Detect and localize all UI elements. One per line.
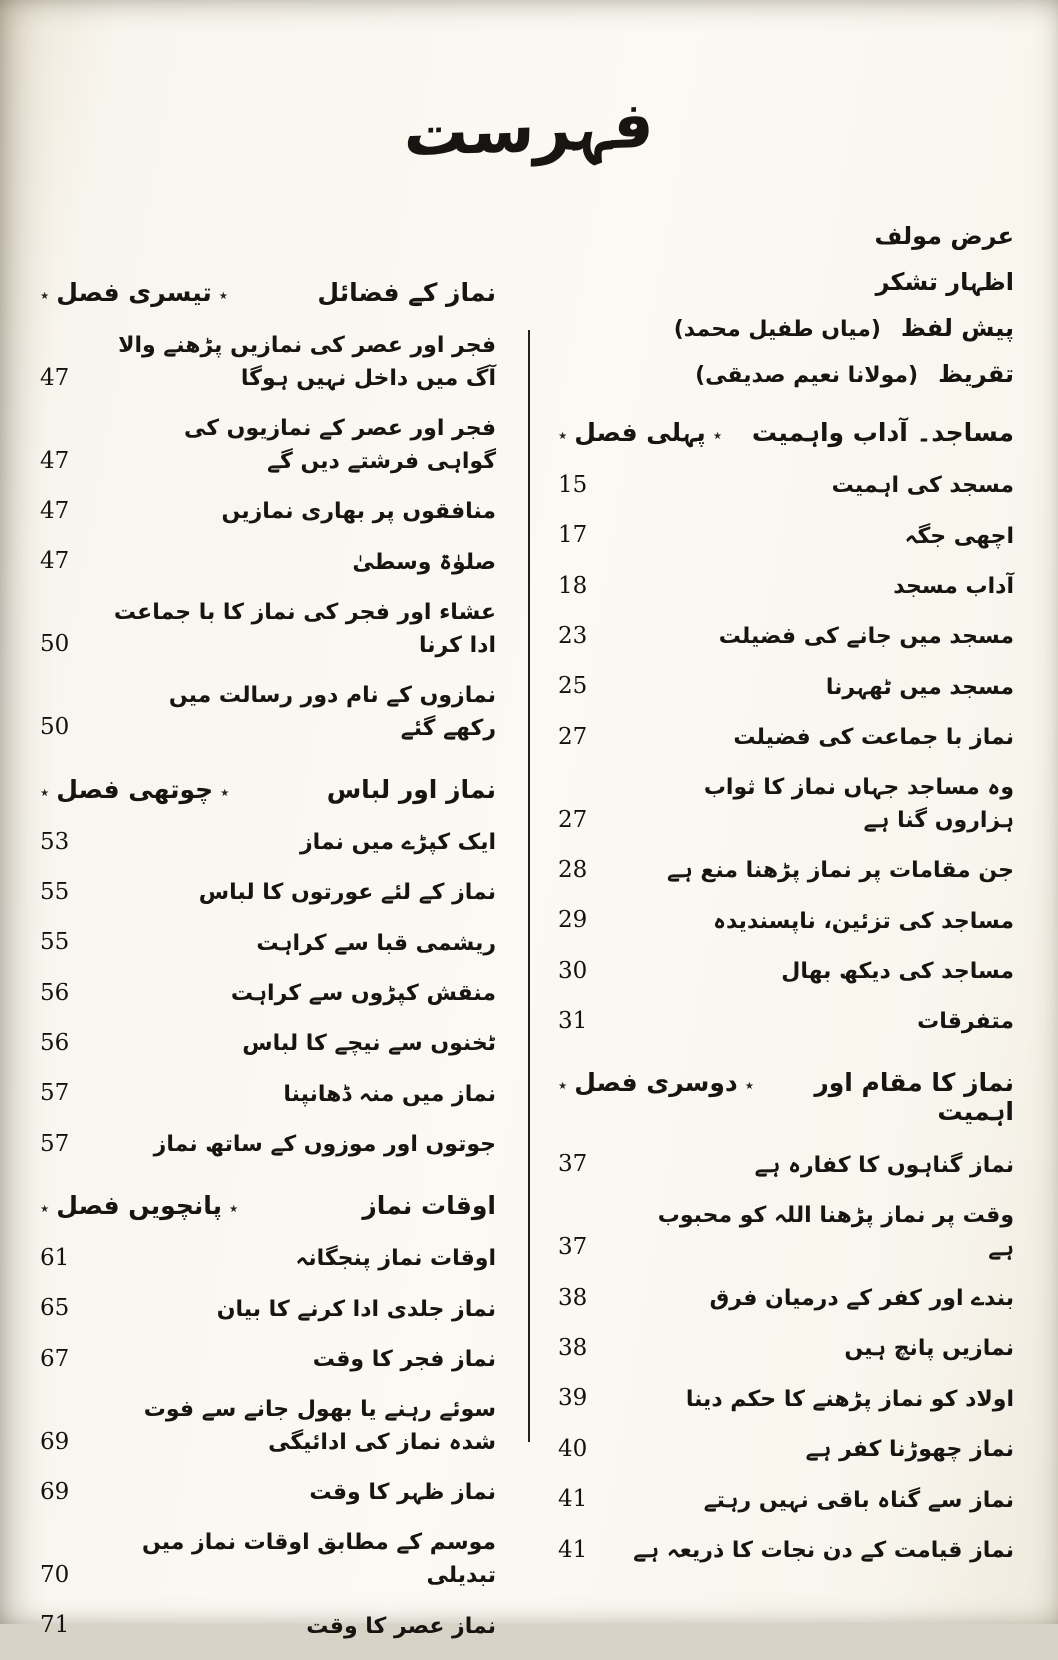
entry-title: نماز چھوڑنا کفر ہے [805,1437,1014,1463]
chapter-name: دوسری فصل [574,1068,738,1098]
toc-entry [40,977,496,1010]
toc-entry [558,570,1014,603]
entry-title: نماز قیامت کے دن نجات کا ذریعہ ہے [633,1537,1014,1563]
toc-entry [40,1609,496,1642]
front-matter-item [558,314,1014,342]
entry-title: نمازیں پانچ ہیں [844,1336,1014,1362]
entry-title: وہ مساجد جہاں نماز کا ثواب ہزاروں گنا ہے [703,775,1014,834]
toc-entry [558,1382,1014,1415]
toc-entry [40,329,496,395]
entry-title: جوتوں اور موزوں کے ساتھ نماز [153,1132,496,1158]
chapter-name: تیسری فصل [56,278,212,307]
page-number: 47 [40,548,70,575]
page-number: 67 [40,1345,70,1372]
right-column-sections [558,418,1014,1567]
page-number: 56 [40,1030,70,1057]
entry-title: فجر اور عصر کے نمازیوں کی گواہی فرشتے دیں گے [183,416,496,474]
section-title: نماز کا مقام اور اہمیت [814,1068,1014,1127]
entry-title: نماز میں منہ ڈھانپنا [283,1081,496,1107]
page-number: 55 [40,929,70,956]
front-matter-label: پیش لفظ [900,314,1014,342]
toc-entry [558,1483,1014,1516]
page-number: 69 [40,1428,70,1455]
entry-title: نمازوں کے نام دور رسالت میں رکھے گئے [168,682,496,741]
toc-section [40,1191,496,1643]
entry-title: نماز فجر کا وقت [312,1347,496,1373]
floral-ornament-icon: ٭ [229,1199,239,1220]
toc-entry [558,670,1014,703]
page-number: 30 [558,957,588,984]
section-title: نماز اور لباس [326,774,496,804]
toc-entry [40,1393,496,1459]
floral-ornament-icon: ٭ [40,286,50,306]
page-number: 53 [40,828,70,855]
toc-entry [558,854,1014,887]
toc-entry [40,1343,496,1376]
toc-entry [558,771,1014,837]
entry-title: اوقات نماز پنجگانہ [295,1246,496,1272]
page-number: 57 [40,1080,70,1107]
floral-ornament-icon: ٭ [558,1076,568,1097]
toc-entry [40,1242,496,1275]
toc-entry [40,1077,496,1110]
toc-entry [40,1128,496,1161]
toc-entry [40,1476,496,1509]
entry-title: متفرقات [917,1009,1014,1035]
page-number: 37 [558,1151,588,1178]
front-matter-label: اظہار تشکر [875,268,1014,296]
front-matter-note: (مولانا نعیم صدیقی) [695,363,919,388]
toc-section [558,1068,1014,1566]
entry-title: نماز کے لئے عورتوں کا لباس [198,880,496,906]
entry-title: فجر اور عصر کی نمازیں پڑھنے والا آگ میں داخل نہیں ہوگا [118,333,496,391]
entry-title: مسجد کی اہمیت [831,473,1014,499]
floral-ornament-icon: ٭ [218,286,229,306]
chapter-label [40,775,229,804]
toc-entry [558,1534,1014,1567]
page-number: 50 [40,631,70,658]
toc-entry [558,1282,1014,1315]
page-number: 18 [558,572,588,599]
toc-column-left [40,222,496,1660]
toc-entry [40,679,496,745]
page-number: 40 [558,1435,588,1462]
entry-title: صلوٰۃ وسطیٰ [352,549,496,575]
section-title: اوقات نماز [362,1191,496,1221]
entry-title: عشاء اور فجر کی نماز کا با جماعت ادا کرنا [113,599,496,658]
entry-title: نماز با جماعت کی فضیلت [733,725,1014,751]
page-number: 69 [40,1479,70,1506]
page-number: 70 [40,1562,70,1589]
toc-section [558,418,1014,1038]
title-area [0,0,1058,188]
page-number: 27 [558,806,588,833]
page-number: 27 [558,723,588,750]
chapter-label [558,418,722,447]
toc-entry [40,1292,496,1325]
section-title: مساجد۔ آداب واہمیت [751,418,1014,447]
floral-ornament-icon: ٭ [220,782,230,803]
front-matter-label: عرض مولف [874,222,1014,250]
page-title: فہرست [402,88,656,172]
floral-ornament-icon: ٭ [40,782,50,803]
page-number: 41 [558,1486,588,1513]
toc-entry [40,926,496,959]
page-number: 23 [558,623,588,650]
chapter-name: پانچویں فصل [56,1191,223,1221]
front-matter-list [558,222,1014,388]
chapter-name: پہلی فصل [574,418,706,447]
page-number: 47 [40,498,70,524]
page-number: 31 [558,1008,588,1035]
page-number: 47 [40,447,70,474]
floral-ornament-icon: ٭ [40,1199,50,1220]
toc-entry [558,620,1014,653]
entry-title: جن مقامات پر نماز پڑھنا منع ہے [666,858,1014,884]
front-matter-label: تقریظ [938,360,1014,388]
entry-title: نماز گناہوں کا کفارہ ہے [754,1152,1014,1178]
page-number: 47 [40,364,70,391]
front-matter-item [558,360,1014,388]
chapter-label [40,278,228,307]
entry-title: سوئے رہنے یا بھول جانے سے فوت شدہ نماز کی ادائیگی [143,1397,496,1456]
section-heading [40,1191,496,1220]
toc-entry [40,545,496,578]
section-heading [40,775,496,804]
chapter-name: چوتھی فصل [56,774,214,804]
page-number: 29 [558,907,588,934]
toc-entry [558,1005,1014,1038]
front-matter-item [558,268,1014,296]
section-heading [40,278,496,307]
entry-title: مساجد کی دیکھ بھال [781,959,1014,985]
toc-entry [558,469,1014,502]
toc-entry [40,1526,496,1592]
section-entries [40,329,496,745]
toc-entry [40,826,496,859]
page-number: 28 [558,857,588,884]
entry-title: مسجد میں جانے کی فضیلت [718,624,1014,650]
section-entries [40,1242,496,1643]
section-entries [40,826,496,1161]
toc-entry [558,1332,1014,1365]
page-number: 50 [40,714,70,741]
toc-entry [558,1199,1014,1265]
front-matter-item [558,222,1014,250]
entry-title: منقش کپڑوں سے کراہت [230,981,496,1007]
page-number: 56 [40,979,70,1006]
page-number: 37 [558,1234,588,1261]
toc-entry [558,721,1014,754]
page-number: 38 [558,1335,588,1362]
toc-entry [40,596,496,662]
page-number: 71 [40,1612,70,1639]
page-number: 61 [40,1245,70,1272]
entry-title: نماز سے گناہ باقی نہیں رہتے [703,1487,1014,1513]
floral-ornament-icon: ٭ [712,426,723,446]
toc-entry [40,412,496,478]
section-heading [558,418,1014,447]
toc-entry [558,955,1014,988]
entry-title: بندے اور کفر کے درمیان فرق [709,1286,1014,1312]
entry-title: ٹخنوں سے نیچے کا لباس [242,1031,496,1057]
toc-entry [40,495,496,528]
page-number: 55 [40,879,70,906]
entry-title: موسم کے مطابق اوقات نماز میں تبدیلی [141,1530,496,1589]
toc-entry [558,904,1014,937]
page-number: 17 [558,522,588,549]
toc-entry [558,519,1014,552]
chapter-label [558,1068,754,1097]
page-number: 57 [40,1130,70,1157]
floral-ornament-icon: ٭ [744,1076,754,1097]
toc-entry [40,876,496,909]
toc-entry [40,1027,496,1060]
column-divider-rule [528,330,530,1442]
entry-title: آداب مسجد [893,574,1014,600]
entry-title: مساجد کی تزئین، ناپسندیدہ [713,908,1014,934]
page-number: 25 [558,673,588,700]
entry-title: اچھی جگہ [904,523,1014,549]
floral-ornament-icon: ٭ [558,426,568,446]
entry-title: اولاد کو نماز پڑھنے کا حکم دینا [685,1386,1014,1412]
toc-section [40,278,496,745]
page-number: 38 [558,1284,588,1311]
toc-section [40,775,496,1161]
section-entries [558,1148,1014,1566]
toc-entry [558,1433,1014,1466]
toc-column-right [558,222,1014,1660]
toc-entry [558,1148,1014,1181]
entry-title: نماز جلدی ادا کرنے کا بیان [216,1296,496,1322]
front-matter-note: (میاں طفیل محمد) [673,317,881,342]
page-number: 41 [558,1536,588,1563]
page-number: 65 [40,1295,70,1322]
entry-title: ریشمی قبا سے کراہت [256,930,496,956]
chapter-label [40,1191,238,1220]
section-entries [558,469,1014,1038]
entry-title: مسجد میں ٹھہرنا [825,674,1014,700]
entry-title: نماز عصر کا وقت [306,1613,496,1639]
section-heading [558,1068,1014,1126]
entry-title: نماز ظہر کا وقت [309,1480,496,1506]
section-title: نماز کے فضائل [317,278,496,307]
page-number: 39 [558,1385,588,1412]
page-number: 15 [558,472,588,498]
entry-title: وقت پر نماز پڑھنا اللہ کو محبوب ہے [657,1202,1014,1261]
entry-title: منافقوں پر بھاری نمازیں [221,499,496,525]
entry-title: ایک کپڑے میں نماز [300,830,496,856]
